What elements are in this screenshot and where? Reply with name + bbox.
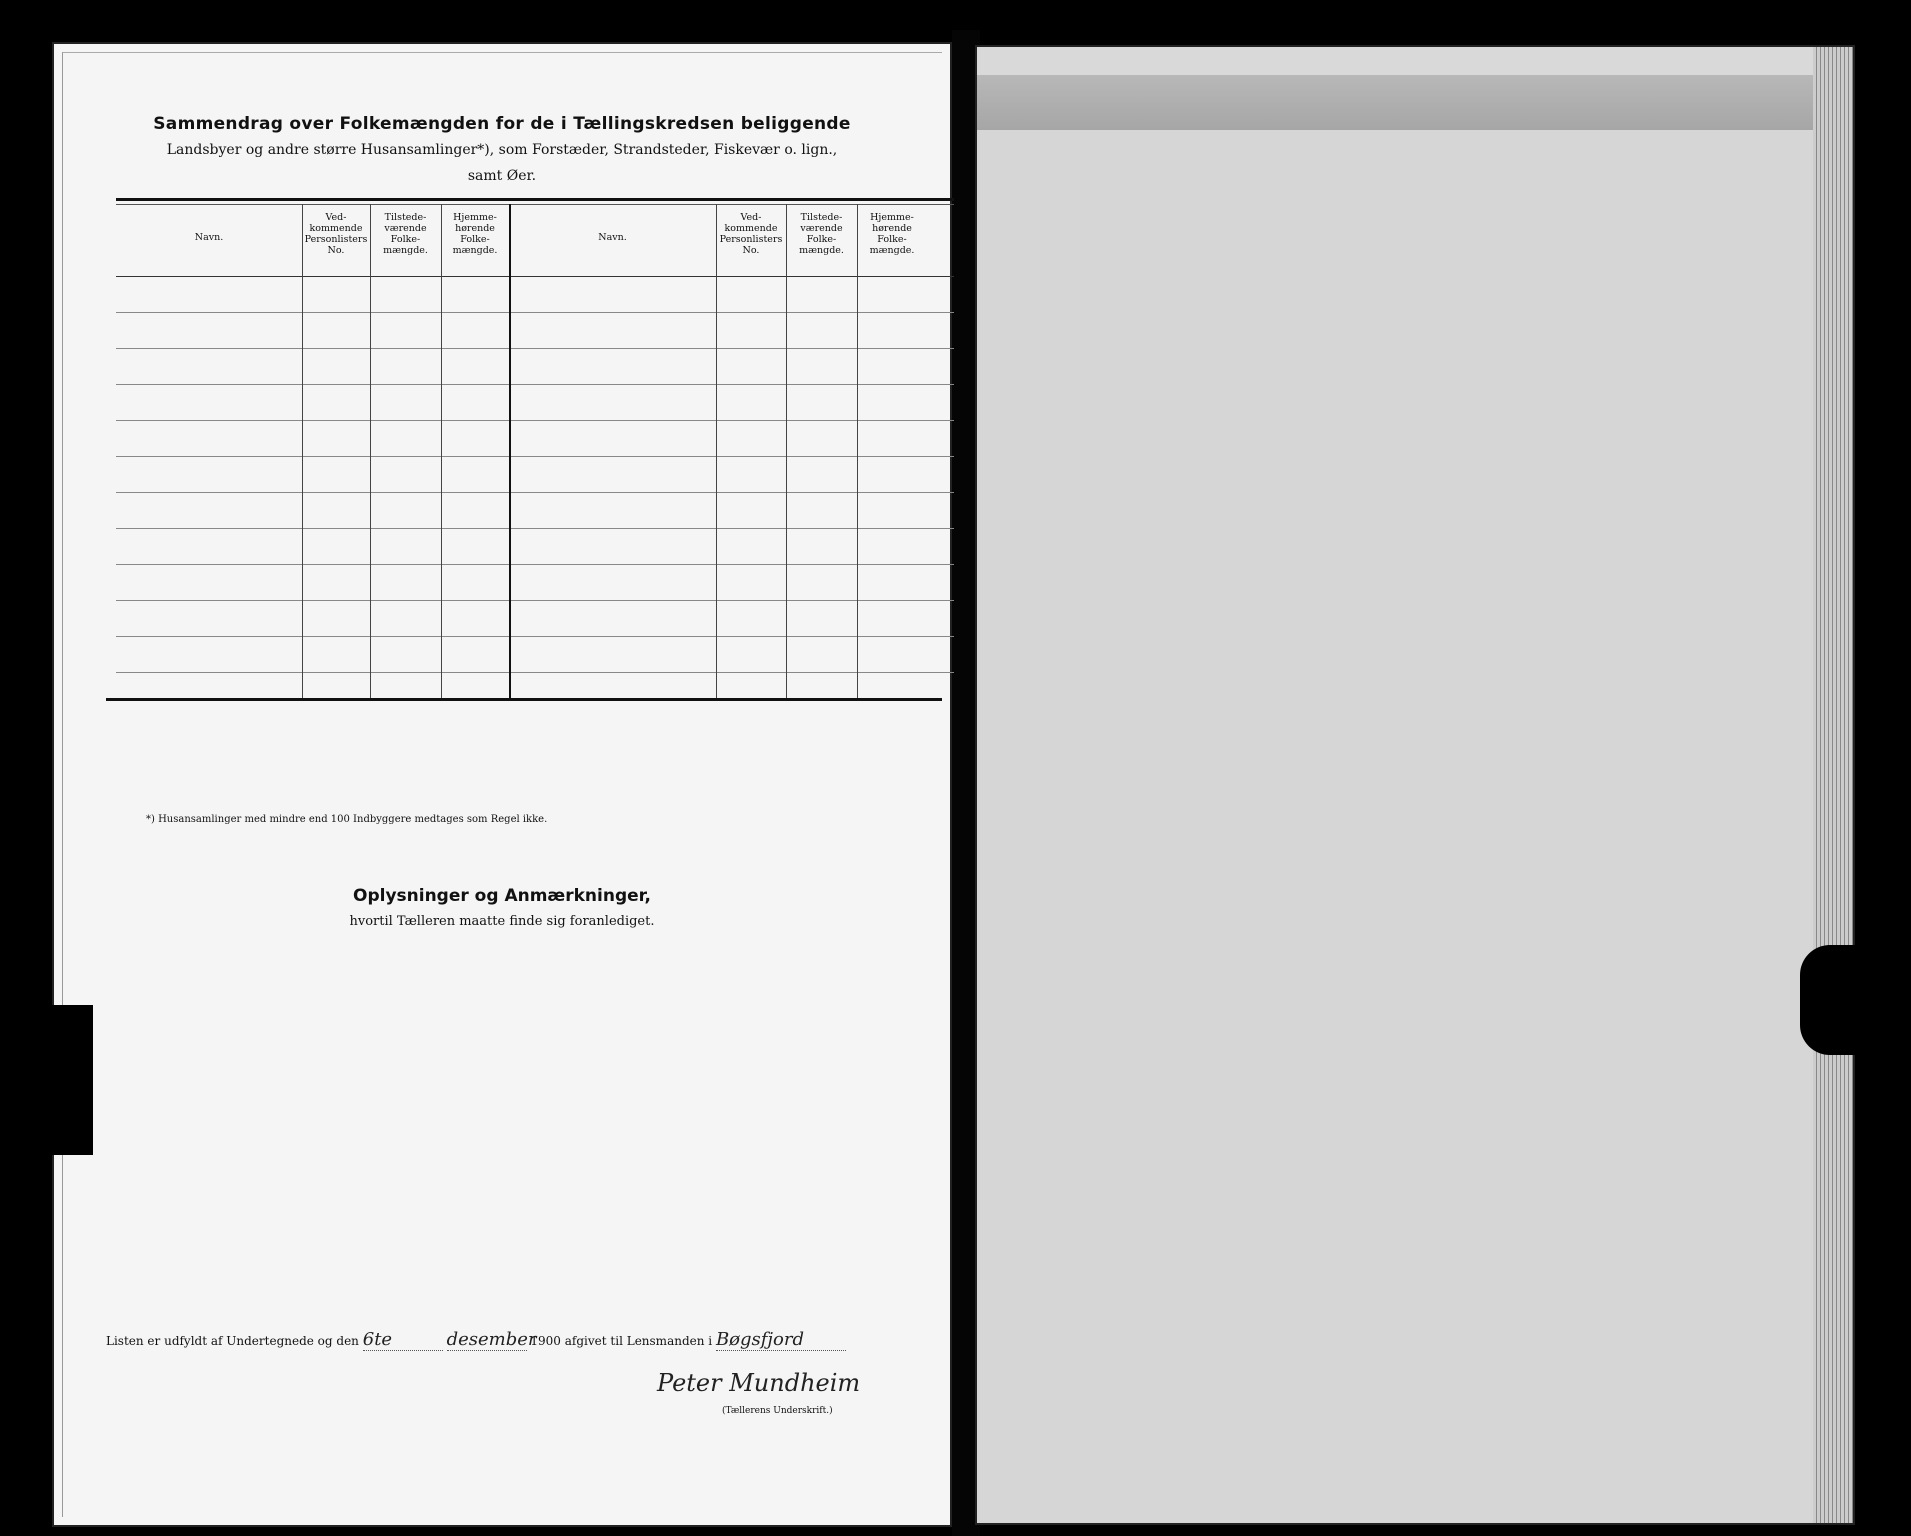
table-center-line <box>509 204 511 698</box>
handwritten-signature: Peter Mundheim <box>657 1369 861 1397</box>
left-page <box>52 42 952 1527</box>
table-row-line <box>116 384 954 385</box>
handwritten-day: 6te <box>363 1329 443 1351</box>
page-subtitle: Landsbyer og andre større Husansamlinger*), som Forstæder, Strandsteder, Fiskevær o. lign., <box>166 142 838 158</box>
handwritten-place: Bøgsfjord <box>716 1329 846 1351</box>
section-subtitle: hvortil Tælleren maatte finde sig foranlediget. <box>349 914 655 929</box>
year: 1900 <box>530 1334 561 1348</box>
header-hjemme-right: Hjemme-hørende Folke-mængde. <box>869 212 915 256</box>
header-hjemme-left: Hjemme-hørende Folke-mængde. <box>452 212 498 256</box>
table-col-line <box>441 204 442 698</box>
table-row-line <box>116 672 954 673</box>
table-col-line <box>716 204 717 698</box>
header-navn-left: Navn. <box>194 232 224 243</box>
table-col-line <box>786 204 787 698</box>
table-row-line <box>116 456 954 457</box>
right-page-blank-area <box>977 130 1813 1523</box>
table-bottom-rule <box>106 698 942 701</box>
signature-prefix: Listen er udfyldt af Undertegnede og den <box>106 1334 359 1348</box>
header-tilstede-right: Tilstede-værende Folke-mængde. <box>799 212 844 256</box>
header-personlister-right: Ved-kommende Personlisters No. <box>719 212 783 256</box>
table-header-rule <box>116 276 954 277</box>
page-title: Sammendrag over Folkemængden for de i Tællingskredsen beliggende <box>153 114 851 134</box>
table-col-line <box>302 204 303 698</box>
table-row-line <box>116 600 954 601</box>
signature-middle: afgivet til Lensmanden i <box>564 1334 713 1348</box>
header-personlister-left: Ved-kommende Personlisters No. <box>304 212 368 256</box>
table-row-line <box>116 312 954 313</box>
page-edges <box>1813 47 1853 1523</box>
population-table <box>116 198 954 810</box>
table-row-line <box>116 564 954 565</box>
table-row-line <box>116 420 954 421</box>
table-row-line <box>116 348 954 349</box>
header-tilstede-left: Tilstede-værende Folke-mængde. <box>383 212 428 256</box>
table-col-line <box>370 204 371 698</box>
table-top-rule-2 <box>116 204 954 205</box>
signature-caption: (Tællerens Underskrift.) <box>722 1406 833 1416</box>
table-top-rule <box>116 198 954 201</box>
right-page-top-band <box>977 75 1853 130</box>
table-row-line <box>116 492 954 493</box>
signature-line <box>106 1329 846 1351</box>
right-page <box>975 45 1855 1525</box>
page-subtitle-2: samt Øer. <box>467 168 537 184</box>
right-clip <box>1800 945 1870 1055</box>
section-title: Oplysninger og Anmærkninger, <box>353 886 651 906</box>
handwritten-month: desember <box>446 1329 537 1350</box>
table-row-line <box>116 528 954 529</box>
left-clip <box>38 1005 93 1155</box>
header-navn-right: Navn. <box>598 232 627 243</box>
table-col-line <box>857 204 858 698</box>
table-row-line <box>116 636 954 637</box>
footnote: *) Husansamlinger med mindre end 100 Indbyggere medtages som Regel ikke. <box>146 814 548 825</box>
